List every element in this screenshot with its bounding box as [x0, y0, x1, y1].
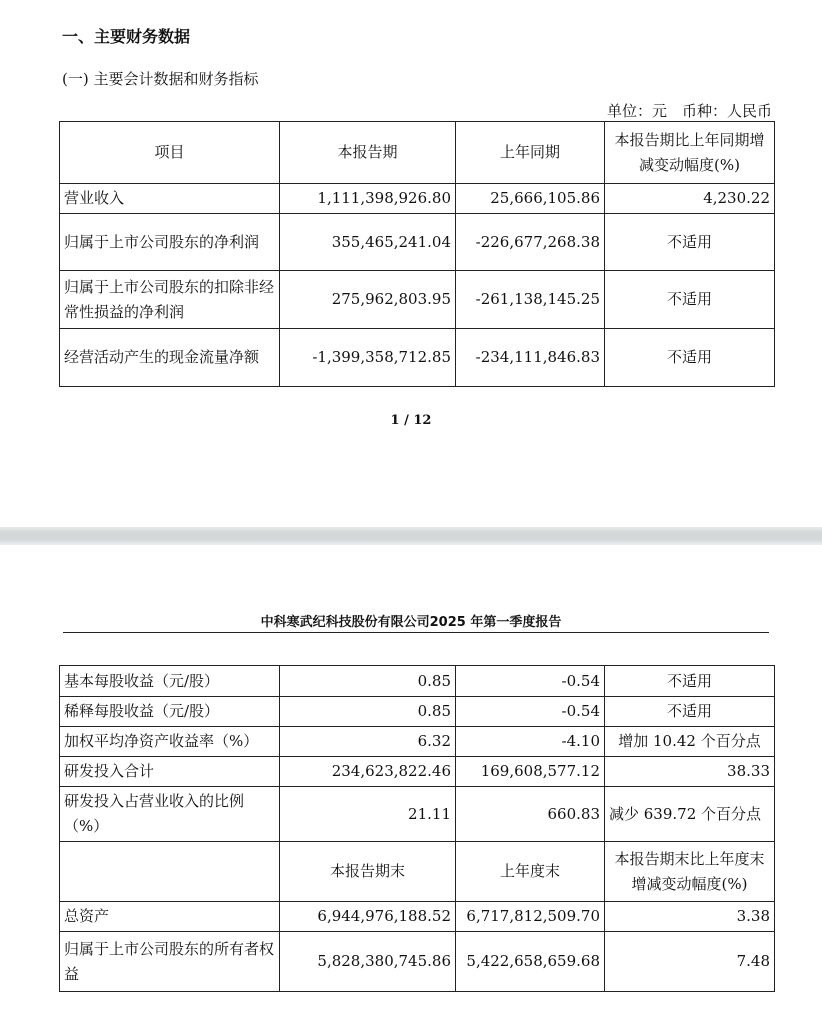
cell-value: 不适用	[605, 697, 775, 727]
table-row	[60, 902, 775, 932]
table-row	[60, 214, 775, 271]
cell-value: 不适用	[605, 214, 775, 271]
cell-value: 不适用	[605, 666, 775, 697]
cell-value: 不适用	[605, 271, 775, 329]
header-cell: 本报告期末比上年度末增减变动幅度(%)	[605, 842, 775, 902]
report-header-title: 中科寒武纪科技股份有限公司2025 年第一季度报告	[260, 615, 562, 630]
row-label: 营业收入	[60, 184, 280, 214]
header-cell: 本报告期	[280, 122, 456, 184]
cell-value: -261,138,145.25	[456, 271, 605, 329]
header-rule	[63, 632, 769, 633]
cell-value: 355,465,241.04	[280, 214, 456, 271]
cell-value: -4.10	[456, 727, 605, 757]
financial-table-2	[59, 665, 775, 992]
header-cell: 本报告期比上年同期增减变动幅度(%)	[605, 122, 775, 184]
cell-value: -226,677,268.38	[456, 214, 605, 271]
row-label: 研发投入合计	[60, 757, 280, 787]
cell-value: 6,717,812,509.70	[456, 902, 605, 932]
cell-value: 不适用	[605, 329, 775, 387]
unit-note: 单位：元 币种：人民币	[606, 102, 772, 120]
section-title: 一、主要财务数据	[62, 27, 191, 46]
cell-value: 5,422,658,659.68	[456, 932, 605, 992]
subsection-title: (一) 主要会计数据和财务指标	[62, 70, 259, 88]
page-number: 1 / 12	[390, 413, 432, 428]
cell-value: 234,623,822.46	[280, 757, 456, 787]
row-label: 归属于上市公司股东的所有者权益	[60, 932, 280, 992]
cell-value: 275,962,803.95	[280, 271, 456, 329]
row-label: 加权平均净资产收益率（%）	[60, 727, 280, 757]
cell-value: 660.83	[456, 787, 605, 842]
row-label: 归属于上市公司股东的净利润	[60, 214, 280, 271]
cell-value: 21.11	[280, 787, 456, 842]
row-label: 归属于上市公司股东的扣除非经常性损益的净利润	[60, 271, 280, 329]
table-row	[60, 787, 775, 842]
table-row	[60, 727, 775, 757]
financial-table-1	[59, 121, 775, 387]
cell-value: 5,828,380,745.86	[280, 932, 456, 992]
cell-value: -0.54	[456, 697, 605, 727]
header-cell: 本报告期末	[280, 842, 456, 902]
header-cell: 上年度末	[456, 842, 605, 902]
table-row	[60, 329, 775, 387]
cell-value: 6,944,976,188.52	[280, 902, 456, 932]
cell-value: 0.85	[280, 666, 456, 697]
header-cell: 上年同期	[456, 122, 605, 184]
row-label: 经营活动产生的现金流量净额	[60, 329, 280, 387]
cell-value: 0.85	[280, 697, 456, 727]
cell-value: -234,111,846.83	[456, 329, 605, 387]
cell-value: 1,111,398,926.80	[280, 184, 456, 214]
cell-value: 3.38	[605, 902, 775, 932]
cell-value: 169,608,577.12	[456, 757, 605, 787]
page-separator	[0, 527, 822, 545]
cell-value: 6.32	[280, 727, 456, 757]
row-label: 总资产	[60, 902, 280, 932]
cell-value: -1,399,358,712.85	[280, 329, 456, 387]
table-row	[60, 757, 775, 787]
cell-value: 增加 10.42 个百分点	[605, 727, 775, 757]
row-label: 基本每股收益（元/股）	[60, 666, 280, 697]
cell-value: 25,666,105.86	[456, 184, 605, 214]
cell-value: 38.33	[605, 757, 775, 787]
table-row	[60, 666, 775, 697]
table-row	[60, 697, 775, 727]
header-cell: 项目	[60, 122, 280, 184]
header-cell	[60, 842, 280, 902]
table-subheader-row	[60, 842, 775, 902]
cell-value: 7.48	[605, 932, 775, 992]
row-label: 稀释每股收益（元/股）	[60, 697, 280, 727]
table-row	[60, 932, 775, 992]
table-header-row	[60, 122, 775, 184]
table-row	[60, 271, 775, 329]
cell-value: -0.54	[456, 666, 605, 697]
cell-value: 4,230.22	[605, 184, 775, 214]
row-label: 研发投入占营业收入的比例（%）	[60, 787, 280, 842]
cell-value: 减少 639.72 个百分点	[605, 787, 775, 842]
table-row	[60, 184, 775, 214]
